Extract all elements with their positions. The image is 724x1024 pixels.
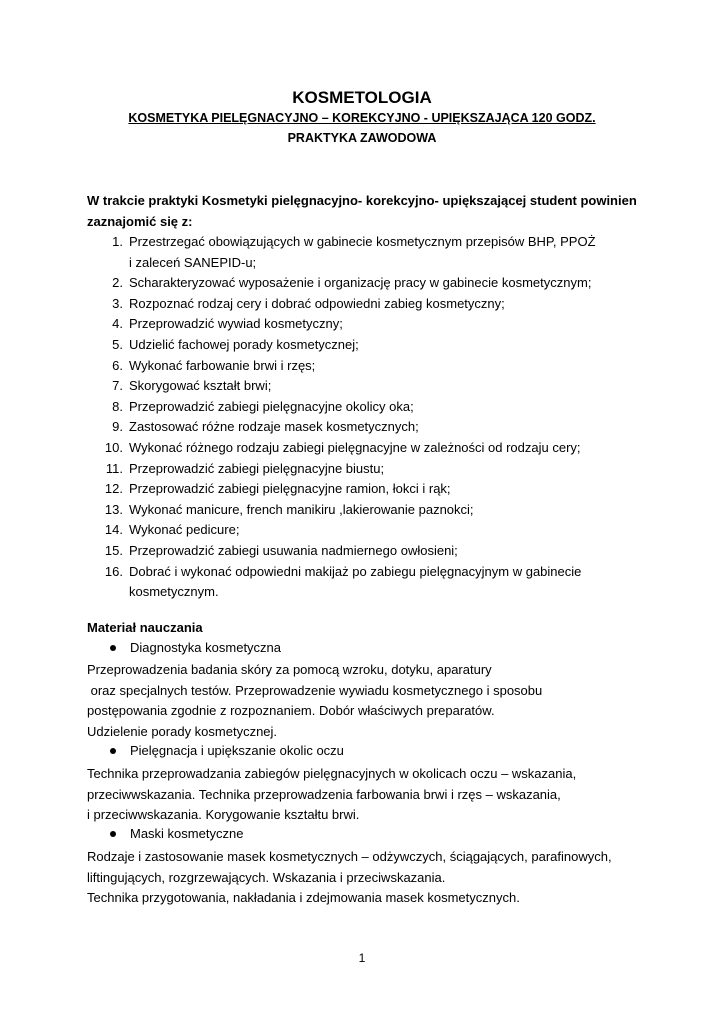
bullet-icon [110,645,116,651]
section-paragraph [87,847,647,909]
list-item-text: Dobrać i wykonać odpowiedni makijaż po zabiegu pielęgnacyjnym w gabinecie [129,563,582,579]
list-item [87,562,647,603]
list-number: 12. [104,481,123,497]
paragraph-line: postępowania zgodnie z rozpoznaniem. Dobór właściwych preparatów. [87,703,495,719]
paragraph-line: oraz specjalnych testów. Przeprowadzenie wywiadu kosmetycznego i sposobu [87,682,543,698]
list-item [87,500,647,521]
list-number: 10. [104,439,123,455]
list-item-text: Rozpoznać rodzaj cery i dobrać odpowiedni zabieg kosmetyczny; [129,295,505,311]
list-number: 3. [112,295,123,311]
list-number: 15. [104,542,123,558]
list-number: 16. [104,563,123,579]
list-item-text: Wykonać manicure, french manikiru ,lakierowanie paznokci; [129,501,474,517]
bullet-item [110,826,243,841]
list-item [87,356,647,377]
list-item-text: Zastosować różne rodzaje masek kosmetycznych; [129,419,419,435]
list-item-text: Wykonać farbowanie brwi i rzęs; [129,357,316,373]
list-item [87,520,647,541]
paragraph-line: Rodzaje i zastosowanie masek kosmetycznych – odżywczych, ściągających, parafinowych, [87,849,612,864]
list-item [87,314,647,335]
list-number: 1. [112,234,123,249]
list-number: 5. [112,336,123,352]
list-item [87,417,647,438]
paragraph-line: Przeprowadzenia badania skóry za pomocą wzroku, dotyku, aparatury [87,662,492,677]
list-item [87,438,647,459]
list-number: 7. [112,378,123,394]
section-paragraph [87,660,647,742]
bullet-item [110,743,344,758]
list-item-text: Przeprowadzić zabiegi usuwania nadmiernego owłosieni; [129,542,458,558]
list-item-continuation: i zaleceń SANEPID-u; [129,254,257,270]
list-number: 9. [112,419,123,435]
list-item [87,479,647,500]
list-item-text: Wykonać różnego rodzaju zabiegi pielęgnacyjne w zależności od rodzaju cery; [129,439,581,455]
list-number: 8. [112,398,123,414]
list-number: 14. [104,522,123,538]
task-list [87,232,647,603]
intro-paragraph: W trakcie praktyki Kosmetyki pielęgnacyjno- korekcyjno- upiększającej student powinien zaznajomić się z: [87,193,637,229]
bullet-text: Pielęgnacja i upiększanie okolic oczu [130,743,344,758]
paragraph-line: przeciwwskazania. Technika przeprowadzenia farbowania brwi i rzęs – wskazania, [87,786,561,802]
list-item [87,541,647,562]
bullet-item [110,640,281,655]
list-item-text: Przeprowadzić zabiegi pielęgnacyjne ramion, łokci i rąk; [129,481,451,497]
list-item [87,335,647,356]
list-item-text: Skorygować kształt brwi; [129,378,272,394]
document-subtitle: KOSMETYKA PIELĘGNACYJNO – KOREKCYJNO - UPIĘKSZAJĄCA 120 GODZ. [128,111,596,125]
list-item-text: Przestrzegać obowiązujących w gabinecie kosmetycznym przepisów BHP, PPOŻ [129,234,596,249]
bullet-text: Diagnostyka kosmetyczna [130,640,282,655]
list-item-text: Wykonać pedicure; [129,522,240,538]
list-item [87,294,647,315]
list-item [87,376,647,397]
paragraph-line: Technika przygotowania, nakładania i zdejmowania masek kosmetycznych. [87,890,520,906]
list-item-text: Przeprowadzić zabiegi pielęgnacyjne okolicy oka; [129,398,414,414]
list-number: 6. [112,357,123,373]
section-heading: Materiał nauczania [87,620,203,635]
paragraph-line: i przeciwwskazania. Korygowanie kształtu brwi. [87,807,360,823]
paragraph-line: liftingujących, rozgrzewających. Wskazania i przeciwskazania. [87,869,446,885]
list-item-continuation: kosmetycznym. [129,584,219,600]
list-number: 4. [112,316,123,332]
bullet-icon [110,748,116,754]
page-number: 1 [358,951,366,965]
document-title: KOSMETOLOGIA [292,88,432,107]
list-item [87,397,647,418]
list-number: 11. [105,460,123,476]
list-item [87,459,647,480]
list-item-text: Scharakteryzować wyposażenie i organizację pracy w gabinecie kosmetycznym; [129,275,592,291]
list-number: 13. [104,501,123,517]
bullet-text: Maski kosmetyczne [130,826,244,841]
paragraph-line: Udzielenie porady kosmetycznej. [87,723,278,739]
list-number: 2. [112,275,123,291]
list-item-text: Przeprowadzić wywiad kosmetyczny; [129,316,343,332]
list-item-text: Udzielić fachowej porady kosmetycznej; [129,336,359,352]
section-paragraph [87,764,647,826]
list-item-text: Przeprowadzić zabiegi pielęgnacyjne biustu; [129,460,385,476]
list-item [87,232,647,273]
bullet-icon [110,831,116,837]
paragraph-line: Technika przeprowadzania zabiegów pielęgnacyjnych w okolicach oczu – wskazania, [87,766,577,781]
document-subtitle-2: PRAKTYKA ZAWODOWA [287,131,437,145]
list-item [87,273,647,294]
